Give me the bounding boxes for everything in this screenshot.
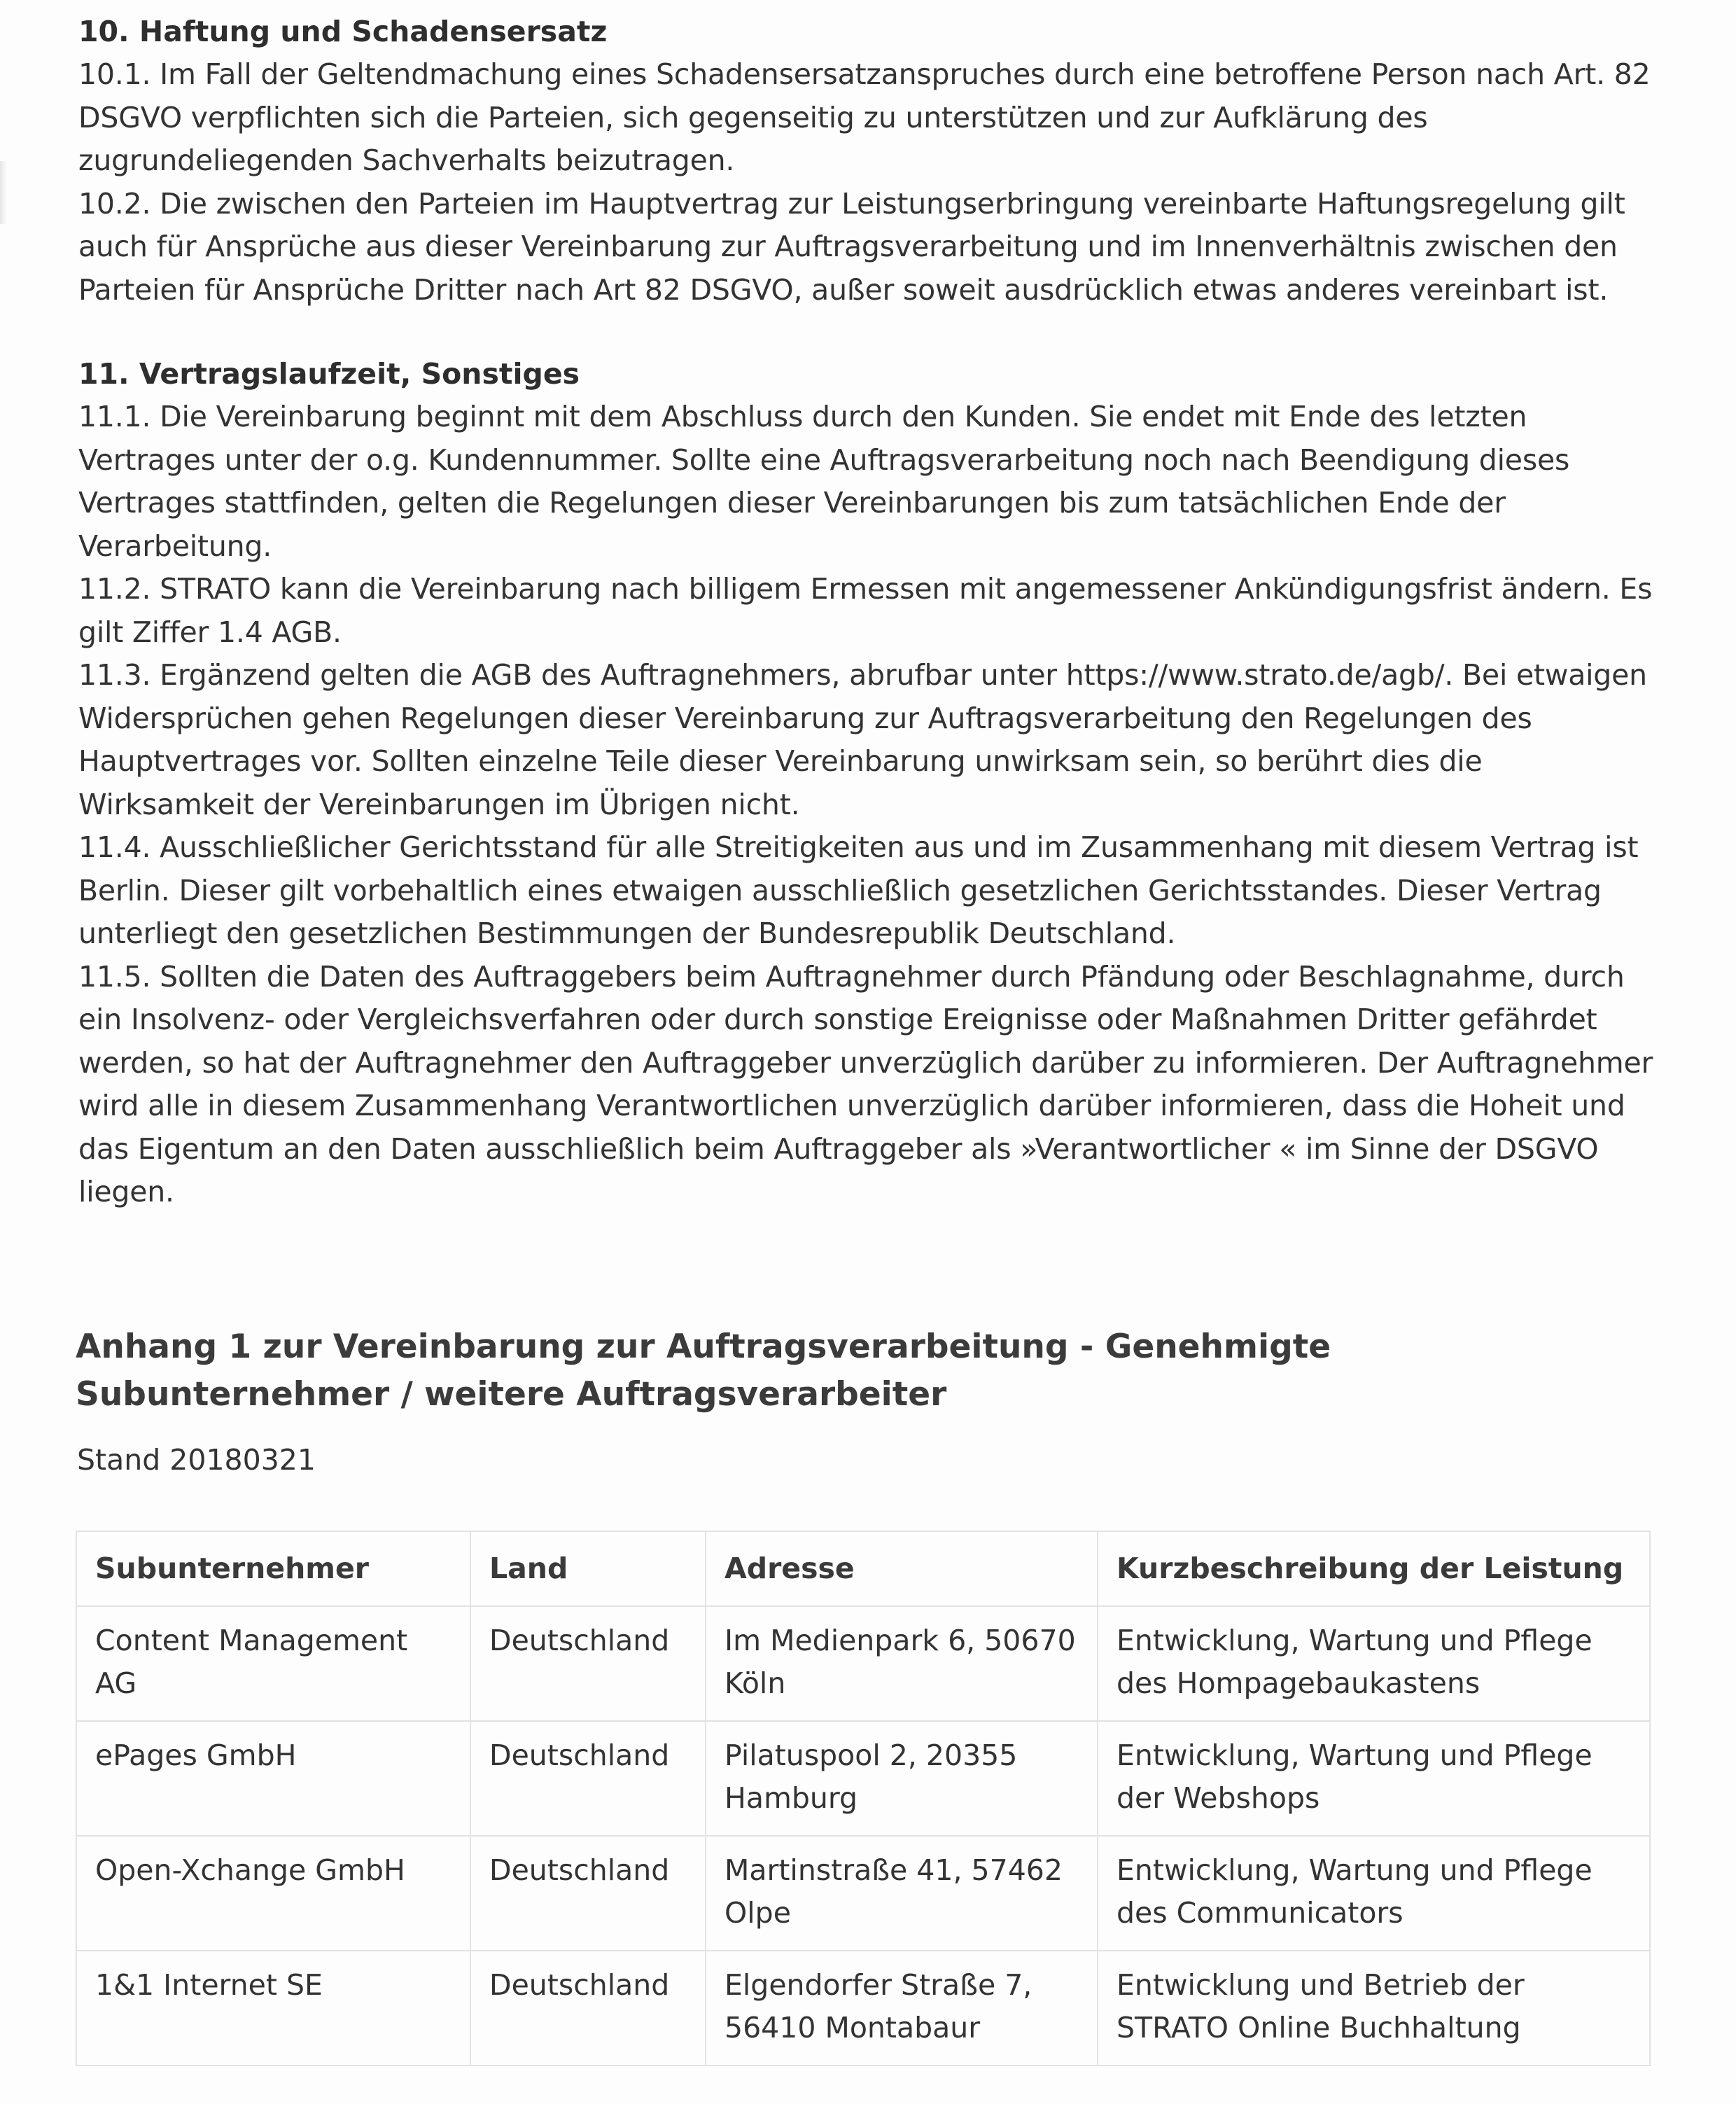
header-subunternehmer: Subunternehmer [76, 1531, 470, 1606]
cell-leistung: Entwicklung, Wartung und Pflege der Webshops [1098, 1721, 1650, 1836]
table-row [76, 1951, 1650, 2065]
clause-10-2: 10.2. Die zwischen den Parteien im Hauptvertrag zur Leistungserbringung vereinbarte Haftungsregelung gilt auch für Ansprüche aus dieser Vereinbarung zur Auftragsverarbeitung und im Innenverhältnis zwischen den Parteien für Ansprüche Dritter nach Art 82 DSGVO, außer soweit ausdrücklich etwas anderes vereinbart ist. [78, 186, 1625, 307]
table-row [76, 1606, 1650, 1721]
cell-adresse: Martinstraße 41, 57462 Olpe [706, 1836, 1098, 1951]
cell-land: Deutschland [470, 1606, 706, 1721]
subcontractor-table-wrapper [76, 1531, 1649, 2066]
table-row [76, 1721, 1650, 1836]
contract-text [78, 10, 1653, 1214]
clause-11-5: 11.5. Sollten die Daten des Auftraggebers beim Auftragnehmer durch Pfändung oder Beschlagnahme, durch ein Insolvenz- oder Vergleichsverfahren oder durch sonstige Ereignisse oder Maßnahmen Dritter gefährdet werden, so hat der Auftragnehmer den Auftraggeber unverzüglich darüber zu informieren. Der Auftragnehmer wird alle in diesem Zusammenhang Verantwortlichen unverzüglich darüber informieren, dass die Hoheit und das Eigentum an den Daten ausschließlich beim Auftraggeber als »Verantwortlicher « im Sinne der DSGVO liegen. [78, 959, 1653, 1208]
clause-11-3: 11.3. Ergänzend gelten die AGB des Auftragnehmers, abrufbar unter https://www.strato.de/agb/. Bei etwaigen Widersprüchen gehen Regelungen dieser Vereinbarung zur Auftragsverarbeitung den Regelungen des Hauptvertrages vor. Sollten einzelne Teile dieser Vereinbarung unwirksam sein, so berührt dies die Wirksamkeit der Vereinbarungen im Übrigen nicht. [78, 658, 1647, 821]
clause-11-4: 11.4. Ausschließlicher Gerichtsstand für alle Streitigkeiten aus und im Zusammenhang mit diesem Vertrag ist Berlin. Dieser gilt vorbehaltlich eines etwaigen ausschließlich gesetzlichen Gerichtsstandes. Dieser Vertrag unterliegt den gesetzlichen Bestimmungen der Bundesrepublik Deutschland. [78, 830, 1639, 950]
subcontractor-table [76, 1531, 1651, 2066]
cell-leistung: Entwicklung, Wartung und Pflege des Communicators [1098, 1836, 1650, 1951]
table-header-row [76, 1531, 1650, 1606]
cell-leistung: Entwicklung, Wartung und Pflege des Hompagebaukastens [1098, 1606, 1650, 1721]
cell-subunternehmer: ePages GmbH [76, 1721, 470, 1836]
header-kurzbeschreibung: Kurzbeschreibung der Leistung [1098, 1531, 1650, 1606]
header-land: Land [470, 1531, 706, 1606]
cell-leistung: Entwicklung und Betrieb der STRATO Online Buchhaltung [1098, 1951, 1650, 2065]
clause-10-1: 10.1. Im Fall der Geltendmachung eines Schadensersatzanspruches durch eine betroffene Person nach Art. 82 DSGVO verpflichten sich die Parteien, sich gegenseitig zu unterstützen und zur Aufklärung des zugrundeliegenden Sachverhalts beizutragen. [78, 57, 1651, 177]
annex-title: Anhang 1 zur Vereinbarung zur Auftragsverarbeitung - Genehmigte Subunternehmer / weitere Auftragsverarbeiter [76, 1328, 1331, 1414]
cell-subunternehmer: Content Management AG [76, 1606, 470, 1721]
cell-land: Deutschland [470, 1951, 706, 2065]
cell-subunternehmer: 1&1 Internet SE [76, 1951, 470, 2065]
annex-stand-date: Stand 20180321 [77, 1443, 316, 1477]
cell-adresse: Im Medienpark 6, 50670 Köln [706, 1606, 1098, 1721]
cell-adresse: Elgendorfer Straße 7, 56410 Montabaur [706, 1951, 1098, 2065]
header-adresse: Adresse [706, 1531, 1098, 1606]
table-row [76, 1836, 1650, 1951]
clause-11-2: 11.2. STRATO kann die Vereinbarung nach billigem Ermessen mit angemessener Ankündigungsfrist ändern. Es gilt Ziffer 1.4 AGB. [78, 572, 1653, 649]
scan-edge-shadow [0, 161, 7, 224]
section-10-title: 10. Haftung und Schadensersatz [78, 15, 608, 48]
cell-subunternehmer: Open-Xchange GmbH [76, 1836, 470, 1951]
cell-land: Deutschland [470, 1721, 706, 1836]
clause-11-1: 11.1. Die Vereinbarung beginnt mit dem Abschluss durch den Kunden. Sie endet mit Ende des letzten Vertrages unter der o.g. Kundennummer. Sollte eine Auftragsverarbeitung noch nach Beendigung dieses Vertrages stattfinden, gelten die Regelungen dieser Vereinbarungen bis zum tatsächlichen Ende der Verarbeitung. [78, 400, 1570, 563]
cell-land: Deutschland [470, 1836, 706, 1951]
cell-adresse: Pilatuspool 2, 20355 Hamburg [706, 1721, 1098, 1836]
section-11-title: 11. Vertragslaufzeit, Sonstiges [78, 357, 580, 391]
